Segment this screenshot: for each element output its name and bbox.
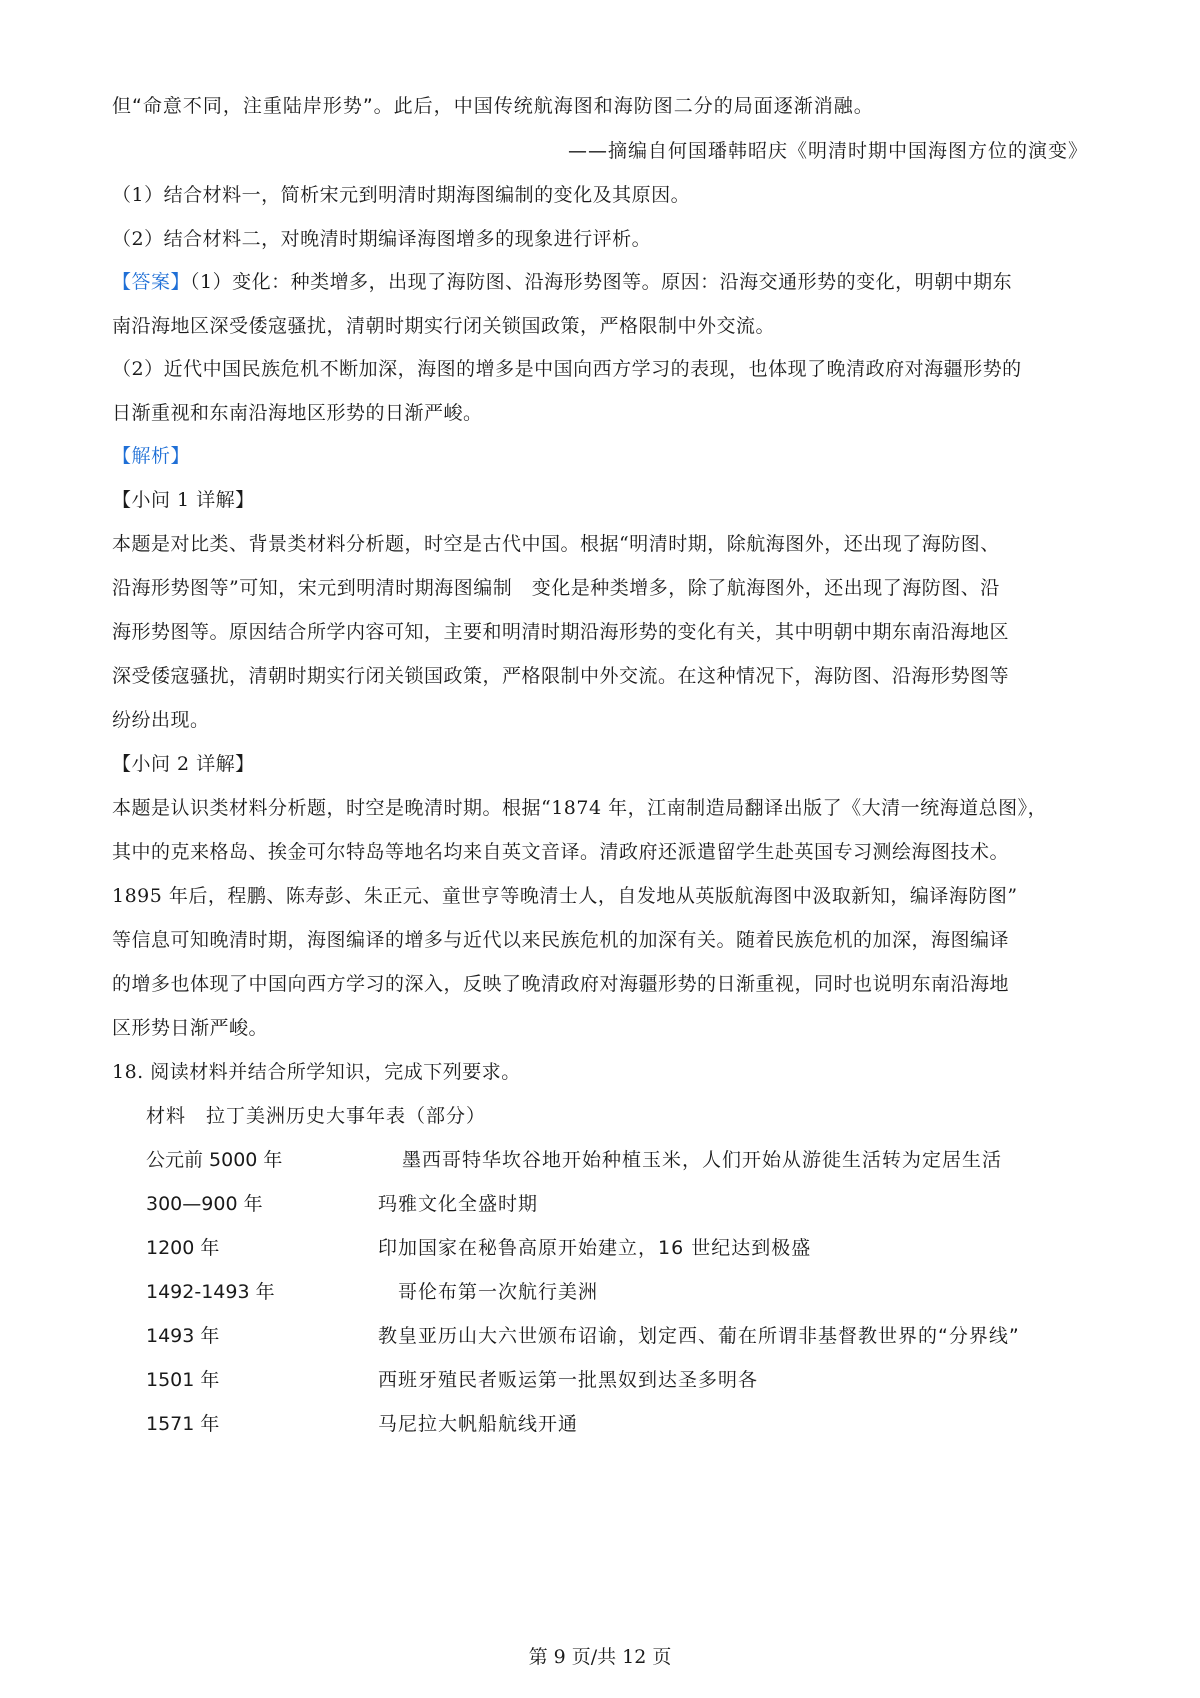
sub-question-2-line: 其中的克来格岛、挨金可尔特岛等地名均来自英文音译。清政府还派遣留学生赴英国专习测绘海图技术。	[112, 841, 1010, 863]
timeline-event: 印加国家在秘鲁高原开始建立，16 世纪达到极盛	[378, 1237, 812, 1259]
timeline-event: 哥伦布第一次航行美洲	[398, 1281, 599, 1303]
answer-2-text: （2）近代中国民族危机不断加深，海图的增多是中国向西方学习的表现，也体现了晚清政府对海疆形势的	[112, 358, 1022, 380]
sub-question-2-line: 本题是认识类材料分析题，时空是晚清时期。根据“1874 年，江南制造局翻译出版了《大清一统海道总图》，	[112, 797, 1048, 819]
answer-line-1	[112, 268, 1012, 296]
timeline-year: 1501 年	[146, 1369, 220, 1391]
material-two-tail: 但“命意不同，注重陆岸形势”。此后，中国传统航海图和海防图二分的局面逐渐消融。	[112, 95, 874, 117]
sub-question-1-title: 【小问 1 详解】	[112, 489, 255, 511]
timeline-year: 1492-1493 年	[146, 1281, 275, 1303]
material-title: 材料 拉丁美洲历史大事年表（部分）	[146, 1105, 487, 1127]
timeline-event: 教皇亚历山大六世颁布诏谕，划定西、葡在所谓非基督教世界的“分界线”	[378, 1325, 1020, 1347]
sub-question-1-line: 深受倭寇骚扰，清朝时期实行闭关锁国政策，严格限制中外交流。在这种情况下，海防图、沿海形势图等	[112, 665, 1010, 687]
question-18: 18. 阅读材料并结合所学知识，完成下列要求。	[112, 1061, 521, 1083]
sub-question-2-title: 【小问 2 详解】	[112, 753, 255, 775]
answer-1-text: （1）变化：种类增多，出现了海防图、沿海形势图等。原因：沿海交通形势的变化，明朝中期东	[190, 271, 1013, 293]
page-number-footer: 第 9 页/共 12 页	[528, 1646, 672, 1668]
sub-question-2-line: 的增多也体现了中国向西方学习的深入，反映了晚清政府对海疆形势的日渐重视，同时也说明东南沿海地	[112, 973, 1010, 995]
sub-question-1-line: 本题是对比类、背景类材料分析题，时空是古代中国。根据“明清时期，除航海图外，还出现了海防图、	[112, 533, 1000, 555]
answer-label: 【答案】	[112, 271, 191, 293]
sub-question-1-line: 海形势图等。原因结合所学内容可知，主要和明清时期沿海形势的变化有关，其中明朝中期东南沿海地区	[112, 621, 1010, 643]
timeline-event: 墨西哥特华坎谷地开始种植玉米，人们开始从游徙生活转为定居生活	[402, 1149, 1003, 1171]
citation: ——摘编自何国璠韩昭庆《明清时期中国海图方位的演变》	[567, 140, 1088, 162]
timeline-year: 1571 年	[146, 1413, 220, 1435]
timeline-year: 300—900 年	[146, 1193, 263, 1215]
question-1: （1）结合材料一，简析宋元到明清时期海图编制的变化及其原因。	[112, 184, 691, 206]
sub-question-1-line: 纷纷出现。	[112, 709, 210, 731]
sub-question-1-line: 沿海形势图等”可知，宋元到明清时期海图编制 变化是种类增多，除了航海图外，还出现了海防图、沿	[112, 577, 1000, 599]
timeline-event: 西班牙殖民者贩运第一批黑奴到达圣多明各	[378, 1369, 759, 1391]
sub-question-2-line: 1895 年后，程鹏、陈寿彭、朱正元、童世亨等晚清士人，自发地从英版航海图中汲取新知，编译海防图”	[112, 885, 1018, 907]
timeline-event: 马尼拉大帆船航线开通	[378, 1413, 579, 1435]
analysis-label: 【解析】	[112, 445, 191, 467]
timeline-year: 公元前 5000 年	[146, 1149, 283, 1171]
question-2: （2）结合材料二，对晚清时期编译海图增多的现象进行评析。	[112, 228, 652, 250]
answer-1-continued: 南沿海地区深受倭寇骚扰，清朝时期实行闭关锁国政策，严格限制中外交流。	[112, 315, 776, 337]
timeline-event: 玛雅文化全盛时期	[378, 1193, 539, 1215]
sub-question-2-line: 区形势日渐严峻。	[112, 1017, 269, 1039]
timeline-year: 1493 年	[146, 1325, 220, 1347]
sub-question-2-line: 等信息可知晚清时期，海图编译的增多与近代以来民族危机的加深有关。随着民族危机的加深，海图编译	[112, 929, 1010, 951]
answer-2-continued: 日渐重视和东南沿海地区形势的日渐严峻。	[112, 402, 483, 424]
timeline-year: 1200 年	[146, 1237, 220, 1259]
